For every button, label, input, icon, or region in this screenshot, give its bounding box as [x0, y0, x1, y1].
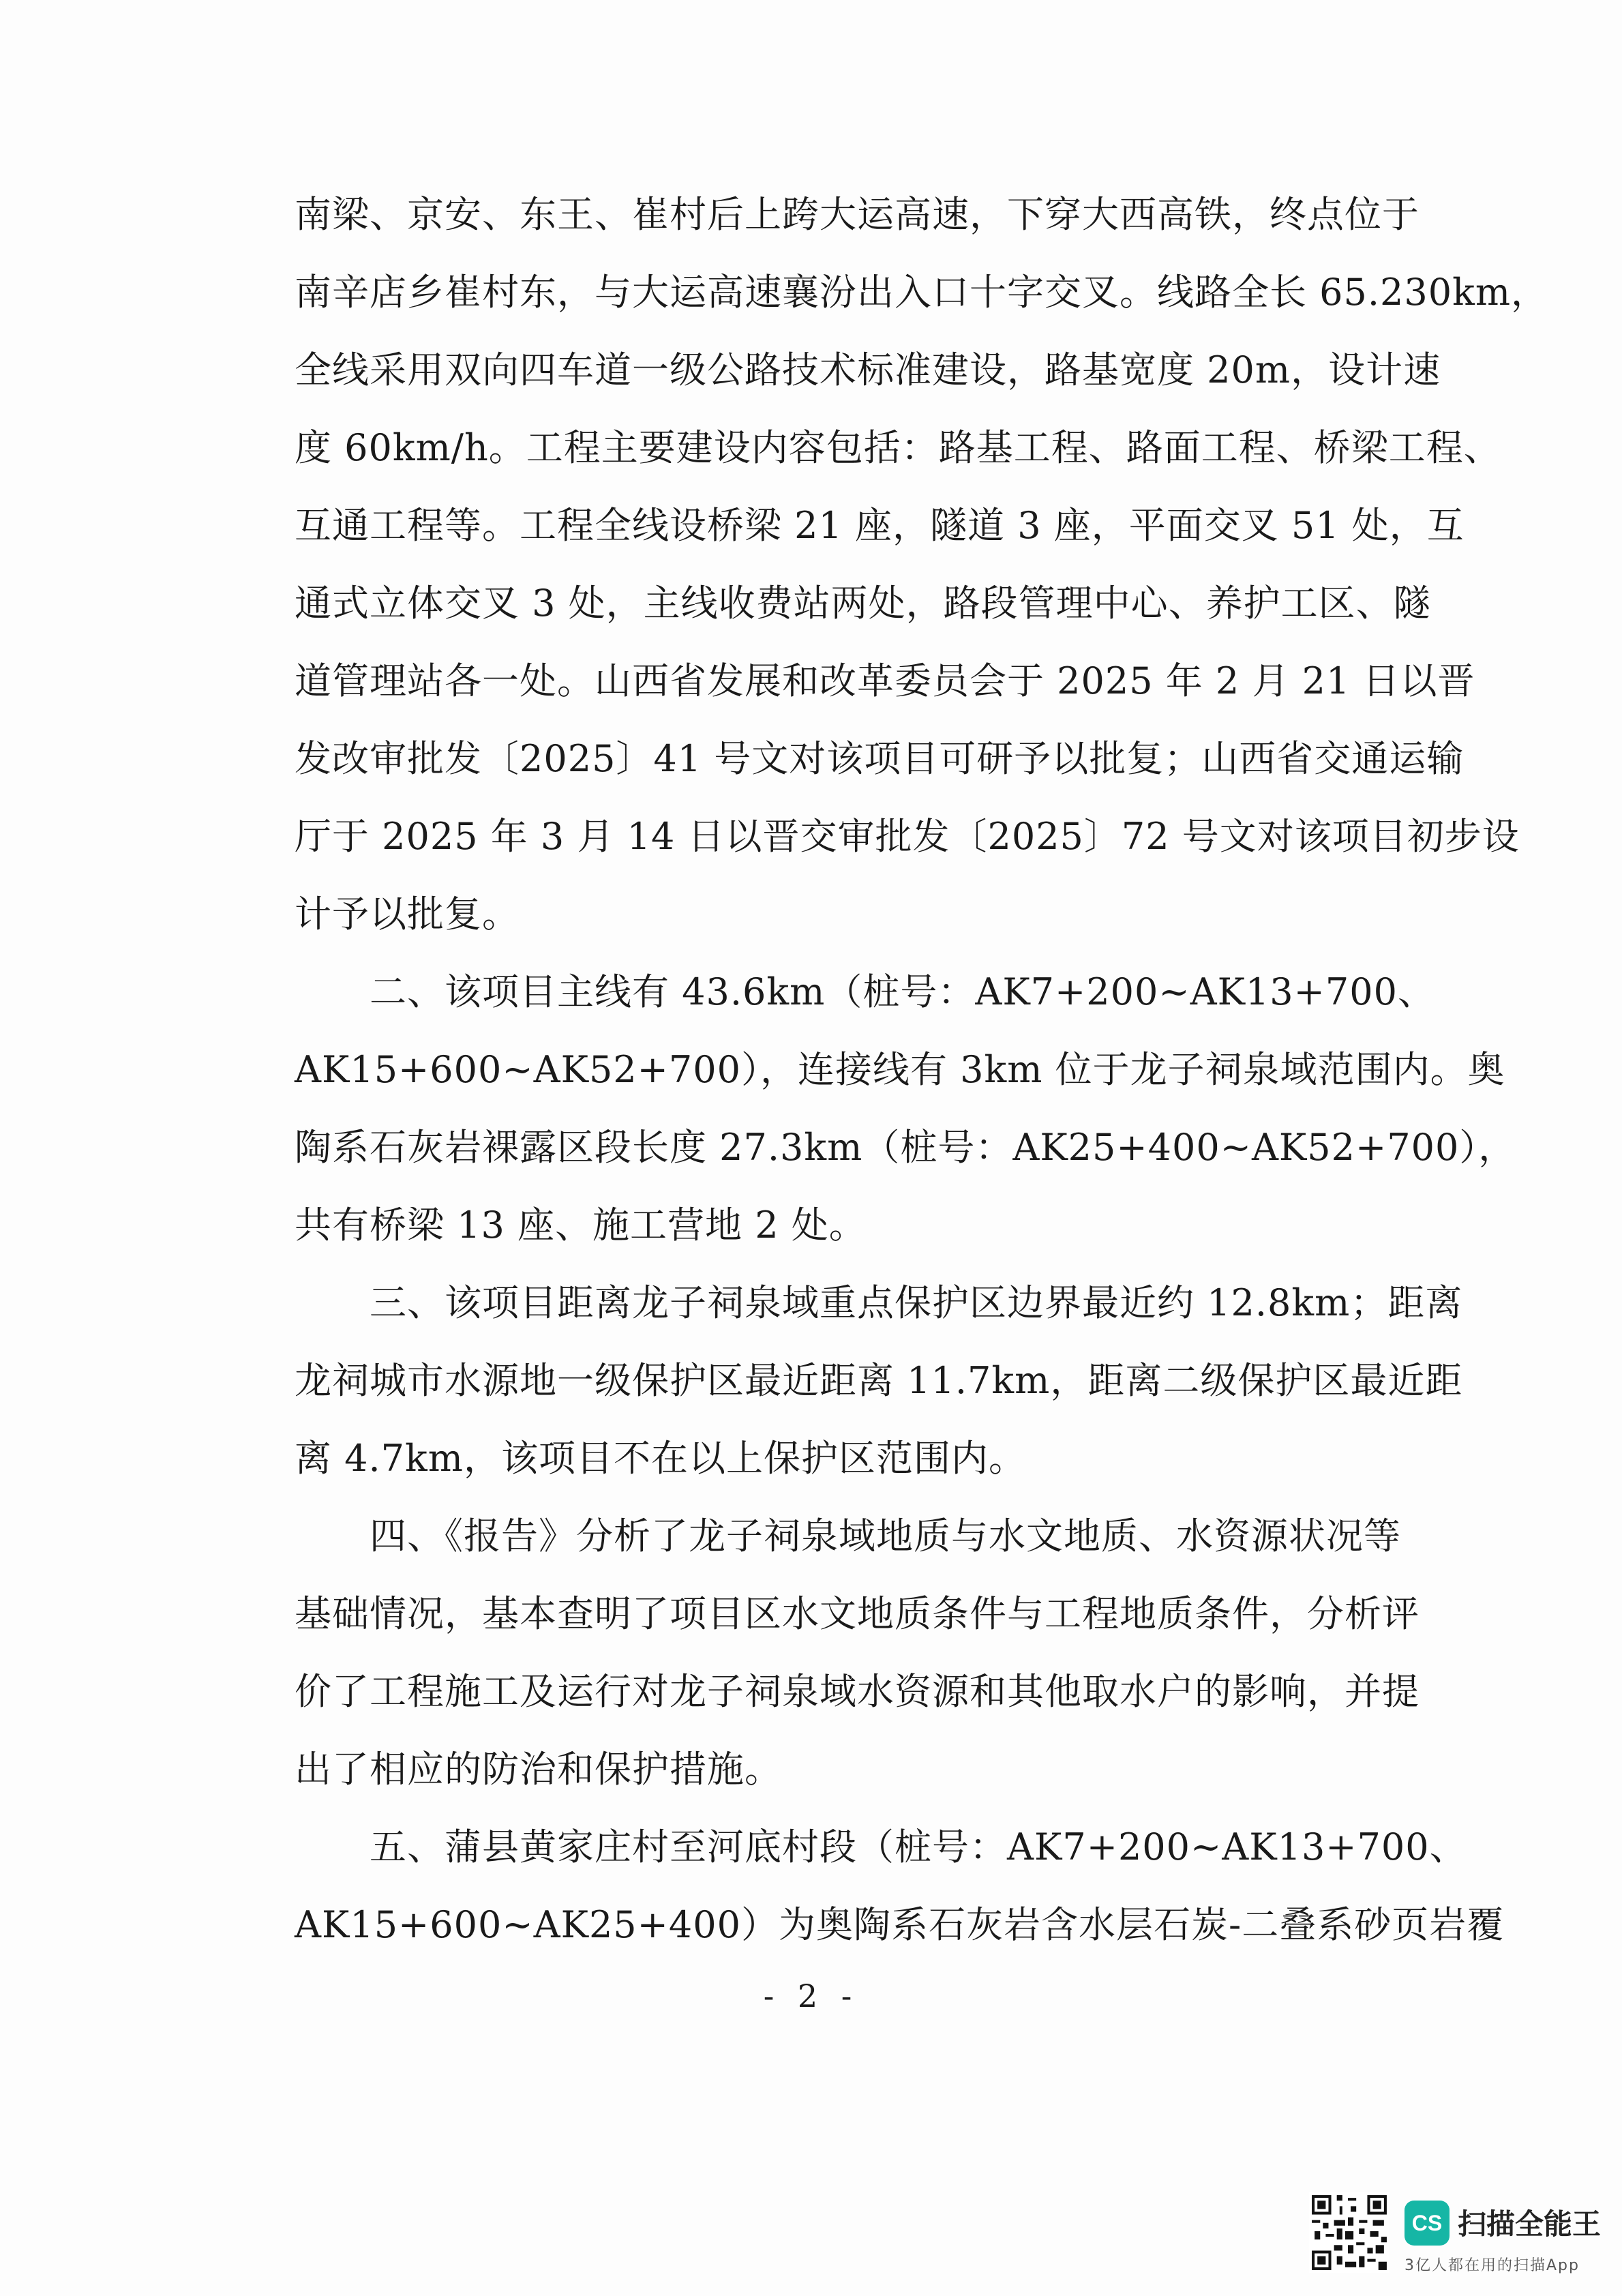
qr-code-icon [1309, 2192, 1390, 2273]
app-tagline: 3亿人都在用的扫描App [1405, 2257, 1580, 2274]
text-line: 道管理站各一处。山西省发展和改革委员会于 2025 年 2 月 21 日以晋 [295, 659, 1475, 702]
text-line: 厅于 2025 年 3 月 14 日以晋交审批发〔2025〕72 号文对该项目初步设 [295, 815, 1520, 858]
text-line: 互通工程等。工程全线设桥梁 21 座，隧道 3 座，平面交叉 51 处，互 [295, 504, 1465, 547]
text-line: 价了工程施工及运行对龙子祠泉域水资源和其他取水户的影响，并提 [295, 1670, 1420, 1713]
text-line: 离 4.7km，该项目不在以上保护区范围内。 [295, 1437, 1026, 1480]
text-line: 陶系石灰岩裸露区段长度 27.3km（桩号：AK25+400~AK52+700）， [295, 1126, 1516, 1169]
text-line: 通式立体交叉 3 处，主线收费站两处，路段管理中心、养护工区、隧 [295, 582, 1431, 625]
text-line: 南梁、京安、东王、崔村后上跨大运高速，下穿大西高铁，终点位于 [295, 193, 1420, 236]
text-line: 五、蒲县黄家庄村至河底村段（桩号：AK7+200~AK13+700、 [295, 1825, 1467, 1868]
document-body [295, 176, 1549, 1964]
text-line: 三、该项目距离龙子祠泉域重点保护区边界最近约 12.8km；距离 [295, 1281, 1463, 1324]
text-line: 四、《报告》分析了龙子祠泉域地质与水文地质、水资源状况等 [295, 1515, 1401, 1557]
app-name: 扫描全能王 [1458, 2207, 1602, 2241]
text-line: 度 60km/h。工程主要建设内容包括：路基工程、路面工程、桥梁工程、 [295, 426, 1501, 469]
scanner-watermark [1309, 2192, 1602, 2281]
text-line: 共有桥梁 13 座、施工营地 2 处。 [295, 1204, 867, 1247]
page-number: - 2 - [763, 1978, 859, 2014]
text-line: AK15+600~AK25+400）为奥陶系石灰岩含水层石炭-二叠系砂页岩覆 [295, 1903, 1505, 1946]
text-line: 南辛店乡崔村东，与大运高速襄汾出入口十字交叉。线路全长 65.230km， [295, 271, 1549, 314]
text-line: 全线采用双向四车道一级公路技术标准建设，路基宽度 20m，设计速 [295, 348, 1441, 391]
text-line: 发改审批发〔2025〕41 号文对该项目可研予以批复；山西省交通运输 [295, 737, 1465, 780]
text-line: 二、该项目主线有 43.6km（桩号：AK7+200~AK13+700、 [295, 970, 1435, 1013]
text-line: 龙祠城市水源地一级保护区最近距离 11.7km，距离二级保护区最近距 [295, 1359, 1463, 1402]
text-line: 计予以批复。 [295, 893, 520, 936]
camscanner-logo: CS [1405, 2201, 1450, 2246]
text-line: AK15+600~AK52+700），连接线有 3km 位于龙子祠泉域范围内。奥 [295, 1048, 1505, 1091]
text-line: 基础情况，基本查明了项目区水文地质条件与工程地质条件，分析评 [295, 1592, 1420, 1635]
text-line: 出了相应的防治和保护措施。 [295, 1748, 782, 1791]
